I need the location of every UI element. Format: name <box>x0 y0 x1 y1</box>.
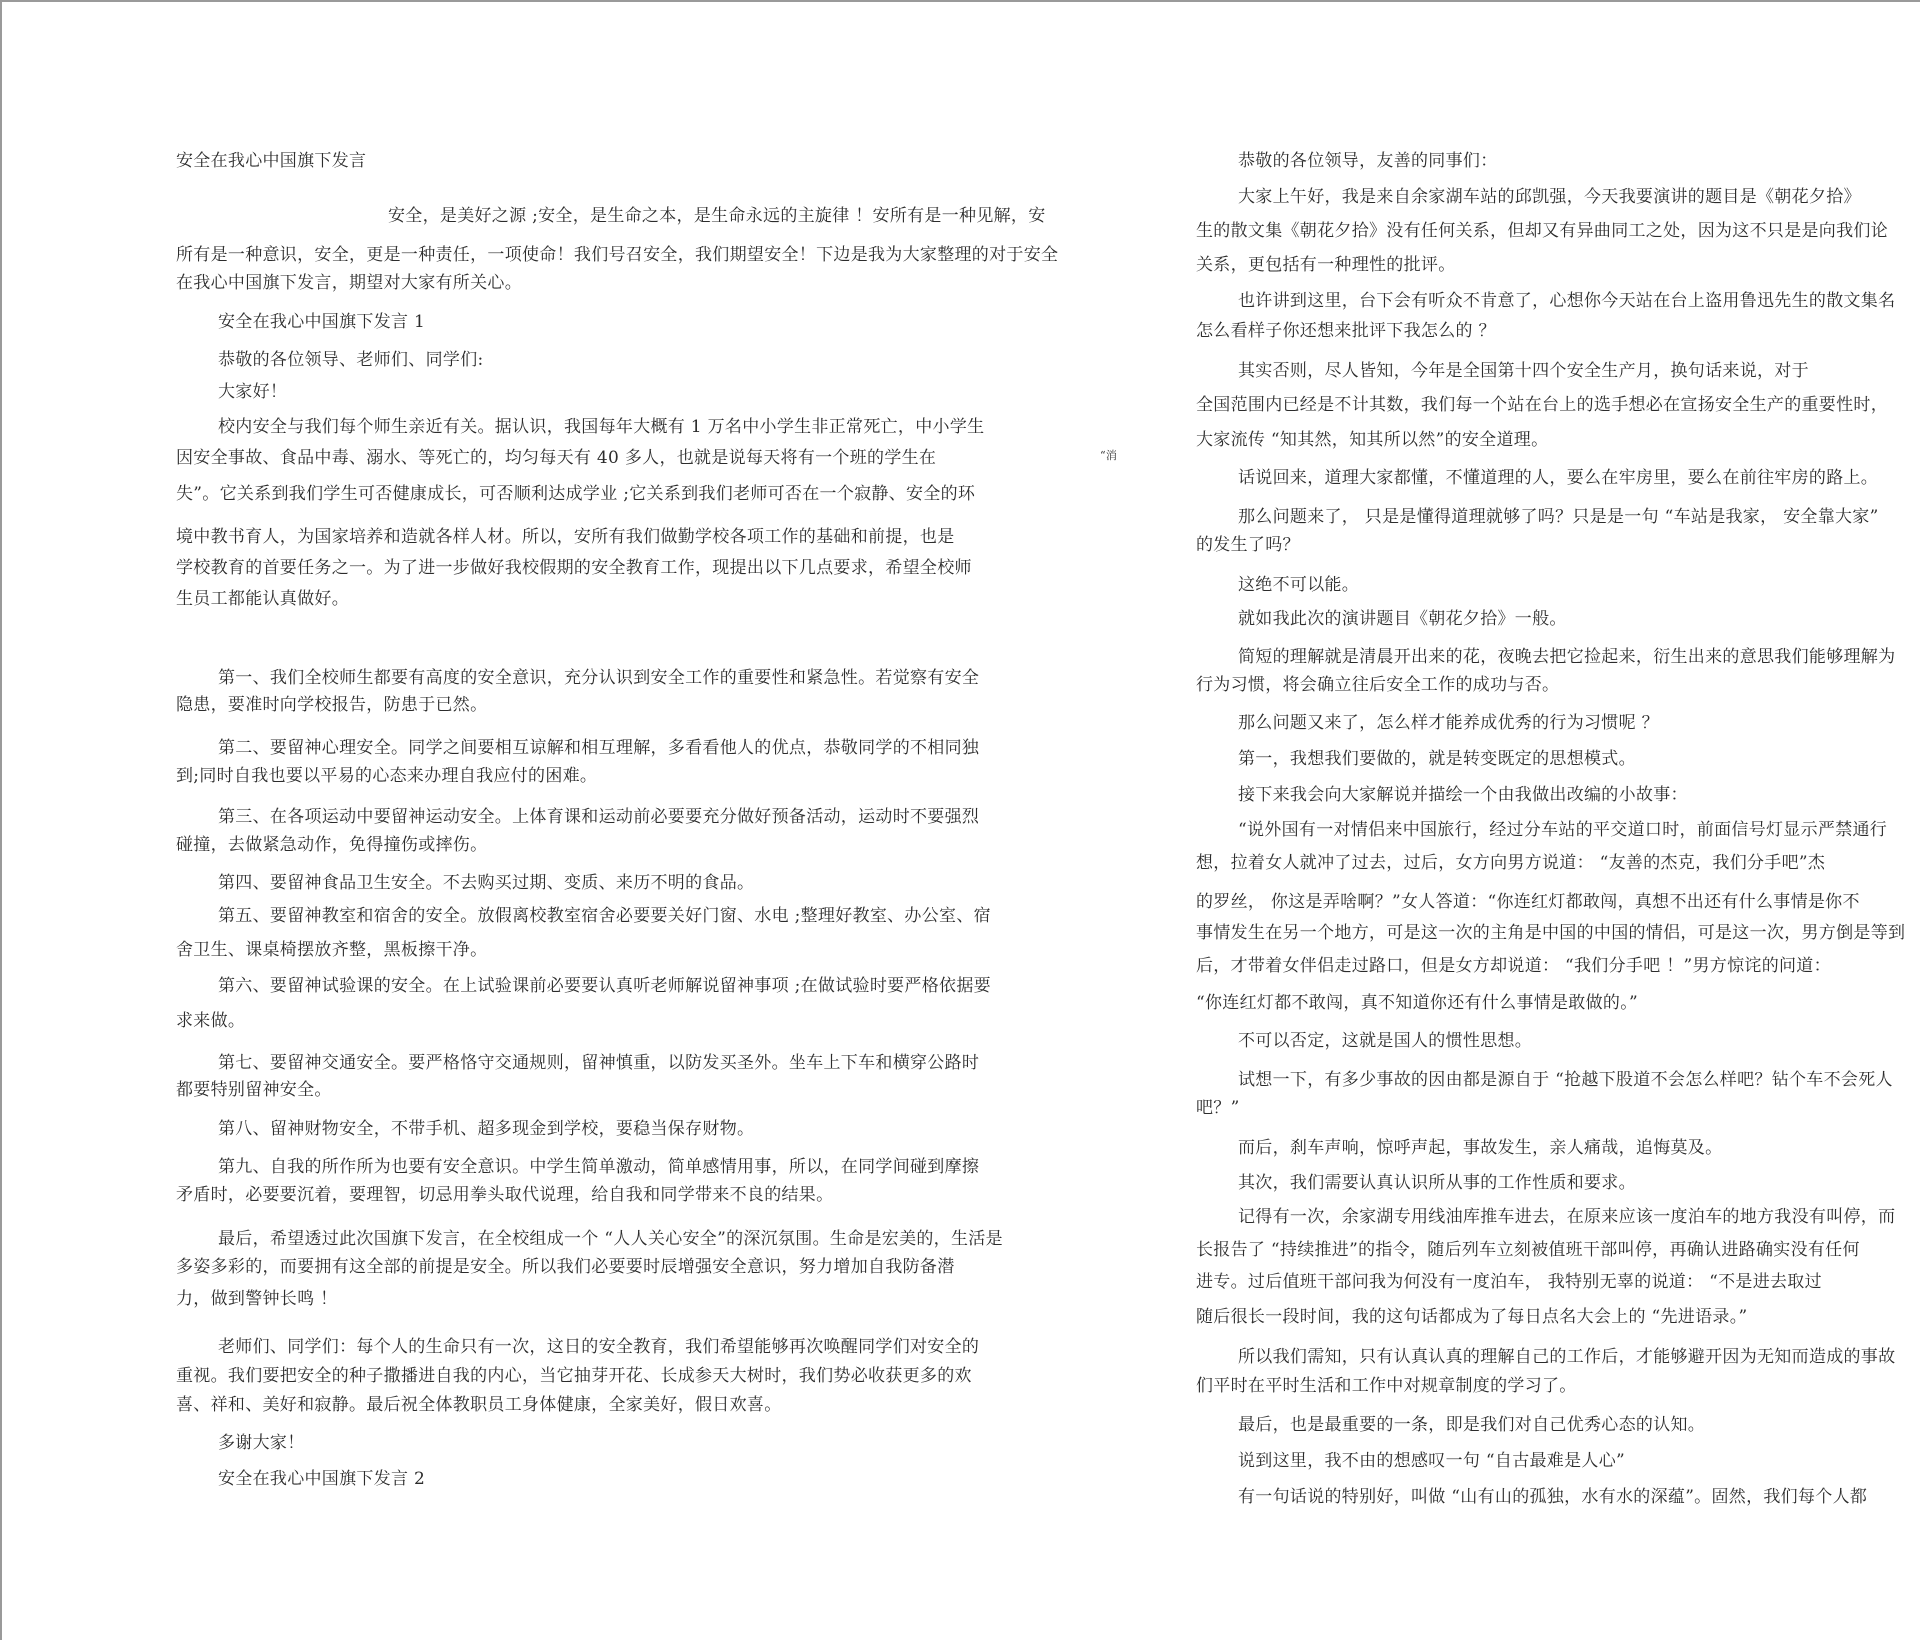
paragraph-line: 安全，是美好之源 ;安全，是生命之本，是生命永远的主旋律 ！安所有是一种见解，安 <box>388 206 1046 226</box>
paragraph-line: 喜、祥和、美好和寂静。最后祝全体教职员工身体健康，全家美好，假日欢喜。 <box>176 1395 782 1415</box>
paragraph-line: 那么问题又来了，怎么样才能养成优秀的行为习惯呢 ？ <box>1238 713 1659 733</box>
paragraph-line: 生员工都能认真做好。 <box>176 589 349 609</box>
paragraph-line: 失”。它关系到我们学生可否健康成长，可否顺利达成学业 ;它关系到我们老师可否在一个寂静、安全的环 <box>176 484 976 504</box>
paragraph-line: 其实否则，尽人皆知，今年是全国第十四个安全生产月，换句话来说，对于 <box>1238 361 1809 381</box>
paragraph-line: 生的散文集《朝花夕拾》没有任何关系，但却又有异曲同工之处，因为这不只是是向我们论 <box>1196 221 1888 241</box>
paragraph-line: 后，才带着女伴侣走过路口，但是女方却说道： “我们分手吧 ！”男方惊诧的问道： <box>1196 956 1831 976</box>
paragraph-line: 第八、留神财物安全，不带手机、超多现金到学校，要稳当保存财物。 <box>218 1119 755 1139</box>
paragraph-line: 所有是一种意识，安全，更是一种责任，一项使命！我们号召安全，我们期望安全！下边是我为大家整理的对于安全 <box>176 245 1059 265</box>
paragraph-line: 就如我此次的演讲题目《朝花夕拾》一般。 <box>1238 609 1567 629</box>
section-heading: 安全在我心中国旗下发言 1 <box>218 312 426 332</box>
paragraph-line: 第四、要留神食品卫生安全。不去购买过期、变质、来历不明的食品。 <box>218 873 755 893</box>
paragraph-line: 也许讲到这里，台下会有听众不肯意了，心想你今天站在台上盗用鲁迅先生的散文集名 <box>1238 291 1896 311</box>
paragraph-line: 们平时在平时生活和工作中对规章制度的学习了。 <box>1196 1376 1577 1396</box>
paragraph-line: 的发生了吗？ <box>1196 535 1300 555</box>
paragraph-line: 说到这里，我不由的想感叹一句 “自古最难是人心” <box>1238 1451 1625 1471</box>
paragraph-line: 第三、在各项运动中要留神运动安全。上体育课和运动前必要要充分做好预备活动，运动时不要强烈 <box>218 807 980 827</box>
paragraph-line: 接下来我会向大家解说并描绘一个由我做出改编的小故事： <box>1238 785 1688 805</box>
paragraph-line: 因安全事故、食品中毒、溺水、等死亡的，均匀每天有 40 多人，也就是说每天将有一个班的学生在 <box>176 448 937 468</box>
paragraph-line: 简短的理解就是清晨开出来的花，夜晚去把它捡起来，衍生出来的意思我们能够理解为 <box>1238 647 1896 667</box>
paragraph-line: 多谢大家！ <box>218 1433 305 1453</box>
paragraph-line: 重视。我们要把安全的种子撒播进自我的内心，当它抽芽开花、长成参天大树时，我们势必收获更多的欢 <box>176 1366 972 1386</box>
paragraph-line: 第一、我们全校师生都要有高度的安全意识，充分认识到安全工作的重要性和紧急性。若觉察有安全 <box>218 668 980 688</box>
paragraph-line: 行为习惯，将会确立往后安全工作的成功与否。 <box>1196 675 1560 695</box>
paragraph-line: 大家上午好，我是来自余家湖车站的邱凯强，今天我要演讲的题目是《朝花夕拾》 <box>1238 187 1861 207</box>
paragraph-line: 求来做。 <box>176 1011 246 1031</box>
paragraph-line: 多姿多彩的，而要拥有这全部的前提是安全。所以我们必要要时辰增强安全意识，努力增加自我防备潜 <box>176 1257 955 1277</box>
paragraph-line: 事情发生在另一个地方，可是这一次的主角是中国的中国的情侣，可是这一次，男方倒是等到 <box>1196 923 1906 943</box>
paragraph-line: “你连红灯都不敢闯，真不知道你还有什么事情是敢做的。” <box>1196 993 1638 1013</box>
paragraph-line: 的罗丝， 你这是弄啥啊？”女人答道：“你连红灯都敢闯，真想不出还有什么事情是你不 <box>1196 892 1860 912</box>
paragraph-line: 隐患，要准时向学校报告，防患于已然。 <box>176 695 488 715</box>
margin-note: “消 <box>1100 449 1118 462</box>
paragraph-line: 最后，也是最重要的一条，即是我们对自己优秀心态的认知。 <box>1238 1415 1706 1435</box>
paragraph-line: 关系，更包括有一种理性的批评。 <box>1196 255 1456 275</box>
paragraph-line: 碰撞，去做紧急动作，免得撞伤或摔伤。 <box>176 835 488 855</box>
paragraph-line: 最后，希望透过此次国旗下发言，在全校组成一个 “人人关心安全”的深沉氛围。生命是宏美的，生活是 <box>218 1229 1003 1249</box>
paragraph-line: 所以我们需知，只有认真认真的理解自己的工作后，才能够避开因为无知而造成的事故 <box>1238 1347 1896 1367</box>
paragraph-line: 矛盾时，必要要沉着，要理智，切忌用拳头取代说理，给自我和同学带来不良的结果。 <box>176 1185 834 1205</box>
paragraph-line: 想，拉着女人就冲了过去，过后，女方向男方说道： “友善的杰克，我们分手吧”杰 <box>1196 853 1826 873</box>
paragraph-line: 不可以否定，这就是国人的惯性思想。 <box>1238 1031 1533 1051</box>
paragraph-line: 长报告了 “持续推进”的指令，随后列车立刻被值班干部叫停，再确认进路确实没有任何 <box>1196 1240 1860 1260</box>
paragraph-line: 其次，我们需要认真认识所从事的工作性质和要求。 <box>1238 1173 1636 1193</box>
paragraph-line: 力，做到警钟长鸣 ！ <box>176 1289 338 1309</box>
paragraph-line: 随后很长一段时间，我的这句话都成为了每日点名大会上的 “先进语录。” <box>1196 1307 1748 1327</box>
paragraph-line: 到;同时自我也要以平易的心态来办理自我应付的困难。 <box>176 766 598 786</box>
paragraph-line: 境中教书育人，为国家培养和造就各样人材。所以，安所有我们做勤学校各项工作的基础和前提，也是 <box>176 527 955 547</box>
paragraph-line: 舍卫生、课桌椅摆放齐整，黑板擦干净。 <box>176 940 488 960</box>
paragraph-line: 第二、要留神心理安全。同学之间要相互谅解和相互理解，多看看他人的优点，恭敬同学的不相同独 <box>218 738 980 758</box>
paragraph-line: “说外国有一对情侣来中国旅行，经过分车站的平交道口时，前面信号灯显示严禁通行 <box>1238 820 1888 840</box>
paragraph-line: 第九、自我的所作所为也要有安全意识。中学生简单激动，简单感情用事，所以，在同学间碰到摩擦 <box>218 1157 980 1177</box>
paragraph-line: 有一句话说的特别好，叫做 “山有山的孤独，水有水的深蕴”。固然，我们每个人都 <box>1238 1487 1868 1507</box>
paragraph-line: 都要特别留神安全。 <box>176 1080 332 1100</box>
paragraph-line: 校内安全与我们每个师生亲近有关。据认识，我国每年大概有 1 万名中小学生非正常死亡，中小学生 <box>218 417 985 437</box>
paragraph-line: 而后，刹车声响，惊呼声起，事故发生，亲人痛哉，追悔莫及。 <box>1238 1138 1723 1158</box>
paragraph-line: 第一，我想我们要做的，就是转变既定的思想模式。 <box>1238 749 1636 769</box>
paragraph-line: 大家好！ <box>218 382 288 402</box>
document-title: 安全在我心中国旗下发言 <box>176 151 367 171</box>
paragraph-line: 第七、要留神交通安全。要严格恪守交通规则，留神慎重，以防发买圣外。坐车上下车和横穿公路时 <box>218 1053 980 1073</box>
paragraph-line: 那么问题来了， 只是是懂得道理就够了吗？只是是一句 “车站是我家， 安全靠大家” <box>1238 507 1879 527</box>
right-page <box>1190 0 1920 1640</box>
paragraph-line: 恭敬的各位领导、老师们、同学们: <box>218 350 484 370</box>
paragraph-line: 这绝不可以能。 <box>1238 575 1360 595</box>
paragraph-line: 全国范围内已经是不计其数，我们每一个站在台上的选手想必在宣扬安全生产的重要性时， <box>1196 395 1888 415</box>
paragraph-line: 老师们、同学们：每个人的生命只有一次，这日的安全教育，我们希望能够再次唤醒同学们对安全的 <box>218 1337 980 1357</box>
paragraph-line: 话说回来，道理大家都懂，不懂道理的人，要么在牢房里，要么在前往牢房的路上。 <box>1238 468 1879 488</box>
paragraph-line: 记得有一次，余家湖专用线油库推车进去，在原来应该一度泊车的地方我没有叫停，而 <box>1238 1207 1896 1227</box>
paragraph-line: 试想一下，有多少事故的因由都是源自于 “抢越下股道不会怎么样吧？钻个车不会死人 <box>1238 1070 1893 1090</box>
paragraph-line: 学校教育的首要任务之一。为了进一步做好我校假期的安全教育工作，现提出以下几点要求，希望全校师 <box>176 558 972 578</box>
paragraph-line: 在我心中国旗下发言，期望对大家有所关心。 <box>176 273 522 293</box>
paragraph-line: 怎么看样子你还想来批评下我怎么的 ？ <box>1196 321 1496 341</box>
paragraph-line: 第六、要留神试验课的安全。在上试验课前必要要认真听老师解说留神事项 ;在做试验时要严格依据要 <box>218 976 991 996</box>
paragraph-line: 吧？” <box>1196 1098 1240 1118</box>
paragraph-line: 恭敬的各位领导，友善的同事们： <box>1238 151 1498 171</box>
paragraph-line: 大家流传 “知其然，知其所以然”的安全道理。 <box>1196 430 1549 450</box>
paragraph-line: 第五、要留神教室和宿舍的安全。放假离校教室宿舍必要要关好门窗、水电 ;整理好教室、办公室、宿 <box>218 906 991 926</box>
paragraph-line: 进专。过后值班干部问我为何没有一度泊车， 我特别无辜的说道： “不是进去取过 <box>1196 1272 1822 1292</box>
section-heading: 安全在我心中国旗下发言 2 <box>218 1469 426 1489</box>
